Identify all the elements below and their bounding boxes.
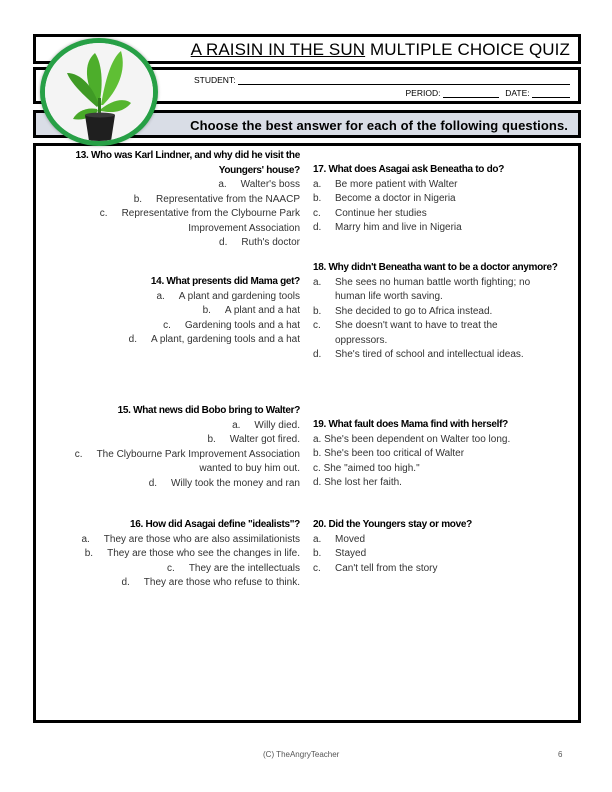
question-19 [313,418,575,491]
page-title [191,40,570,60]
option-b[interactable] [313,305,575,320]
option-c[interactable] [313,562,575,577]
option-text: Become a doctor in Nigeria [335,193,456,204]
option-text: She doesn't want to have to treat the [335,320,498,331]
option-b[interactable] [30,433,300,448]
option-letter: a. [81,533,90,545]
option-a[interactable] [30,290,300,305]
option-text: Continue her studies [335,207,427,219]
option-letter: a. [313,433,322,445]
option-a[interactable] [313,178,575,193]
option-letter: b. [133,193,143,205]
option-letter: c. [313,562,321,574]
option-d[interactable] [30,576,300,591]
option-text: Stayed [335,548,367,559]
question-text: 18. Why didn't Beneatha want to be a doctor anymore? [313,262,558,273]
option-letter: a. [313,276,322,288]
option-letter: b. [84,548,94,559]
question-text: 20. Did the Youngers stay or move? [313,519,472,530]
option-b[interactable] [313,447,575,462]
question-text: 13. Who was Karl Lindner, and why did he visit the [75,150,300,161]
option-text: They are those who see the changes in life. [107,548,300,559]
option-letter: b. [313,448,322,459]
plant-icon [45,43,153,141]
option-letter: b. [207,434,216,445]
question-text: 15. What news did Bobo bring to Walter? [117,405,300,416]
option-c[interactable] [313,207,575,222]
option-c[interactable] [30,448,300,463]
question-text: 14. What presents did Mama get? [150,276,300,287]
option-letter: c. [313,207,321,219]
option-letter: a. [232,419,241,431]
question-text: 16. How did Asagai define "idealists"? [130,519,300,530]
period-date-fields [406,88,570,98]
title-book-name: A RAISIN IN THE SUN [190,40,366,59]
option-a[interactable] [313,276,575,291]
option-text: Be more patient with Walter [335,178,458,190]
option-letter: d. [148,477,158,489]
option-text: They are the intellectuals [188,562,300,574]
option-text: She lost her faith. [324,477,402,488]
option-b[interactable] [30,193,300,208]
option-text: Walter's boss [240,179,300,190]
option-text: She decided to go to Africa instead. [335,305,493,317]
option-letter: b. [313,193,322,204]
option-a-cont: human life worth saving. [335,291,443,302]
option-text: A plant and gardening tools [178,290,300,302]
option-letter: d. [128,334,137,345]
question-20 [313,518,575,576]
option-text: She "aimed too high." [323,462,420,474]
option-letter: c. [99,208,108,219]
option-d[interactable] [313,221,575,236]
option-letter: a. [156,290,165,302]
student-label: STUDENT: [194,75,236,85]
option-text: Ruth's doctor [241,237,300,248]
option-text: They are those who refuse to think. [143,577,300,588]
option-letter: c. [74,448,83,460]
option-text: The Clybourne Park Improvement Association [96,448,300,460]
question-15 [30,404,300,491]
option-text: Willy took the money and ran [171,477,300,489]
option-letter: c. [313,320,321,331]
option-text: She's been dependent on Walter too long. [324,433,511,445]
option-text: They are those who are also assimilationists [103,533,300,545]
option-text: Representative from the NAACP [156,193,300,205]
question-16 [30,518,300,591]
option-text: Walter got fired. [229,434,300,445]
question-text: 17. What does Asagai ask Beneatha to do? [313,164,505,175]
option-letter: c. [313,462,321,474]
title-quiz-type: MULTIPLE CHOICE QUIZ [365,40,570,59]
option-c-cont: Improvement Association [188,222,300,234]
question-14 [30,275,300,348]
question-13 [30,149,300,251]
option-text: Gardening tools and a hat [184,319,300,331]
option-letter: c. [167,562,175,574]
option-d[interactable] [30,333,300,348]
option-d[interactable] [313,476,575,491]
option-letter: d. [313,477,322,488]
option-letter: b. [313,548,322,559]
question-text: 19. What fault does Mama find with herself? [313,419,508,430]
option-letter: b. [313,305,322,317]
option-text: She's been too critical of Walter [324,448,465,459]
option-a[interactable] [30,533,300,548]
option-c[interactable] [313,462,575,477]
option-c-cont: oppressors. [335,334,388,346]
option-c[interactable] [30,319,300,334]
potted-plant-logo [40,38,158,146]
question-17 [313,163,575,236]
option-c[interactable] [30,207,300,222]
period-input[interactable] [443,89,499,98]
option-text: Representative from the Clybourne Park [121,208,300,219]
option-d[interactable] [30,477,300,492]
student-name-input[interactable] [238,76,570,85]
option-text: Can't tell from the story [335,562,438,574]
option-c[interactable] [313,319,575,334]
option-c-cont: wanted to buy him out. [199,463,300,474]
option-letter: a. [313,533,322,545]
option-letter: d. [313,349,322,360]
option-d[interactable] [30,236,300,251]
option-text: A plant, gardening tools and a hat [150,334,300,345]
instructions-text: Choose the best answer for each of the following questions. [190,118,568,133]
option-a[interactable] [313,533,575,548]
option-a[interactable] [30,419,300,434]
option-text: She's tired of school and intellectual ideas. [335,349,524,360]
option-c[interactable] [30,562,300,577]
option-letter: d. [219,237,228,248]
option-b[interactable] [313,547,575,562]
option-letter: a. [313,178,322,190]
option-d[interactable] [313,348,575,363]
option-text: A plant and a hat [224,305,300,316]
option-letter: a. [218,179,227,190]
option-text: She sees no human battle worth fighting; no [335,276,531,288]
option-b[interactable] [313,192,575,207]
option-letter: b. [202,305,211,316]
option-a[interactable] [313,433,575,448]
option-b[interactable] [30,304,300,319]
option-b[interactable] [30,547,300,562]
question-18 [313,261,575,363]
option-a[interactable] [30,178,300,193]
copyright: (C) TheAngryTeacher [263,750,340,759]
student-field [194,75,570,85]
page-number: 6 [558,750,563,759]
option-letter: d. [313,222,322,233]
option-text: Moved [335,533,366,545]
option-text: Willy died. [254,419,300,431]
question-text-cont: Youngers' house? [218,164,300,176]
period-label: PERIOD: [405,88,441,98]
option-letter: d. [121,577,130,588]
date-input[interactable] [532,89,570,98]
option-letter: c. [163,319,171,331]
option-text: Marry him and live in Nigeria [335,222,462,233]
date-label: DATE: [505,88,530,98]
